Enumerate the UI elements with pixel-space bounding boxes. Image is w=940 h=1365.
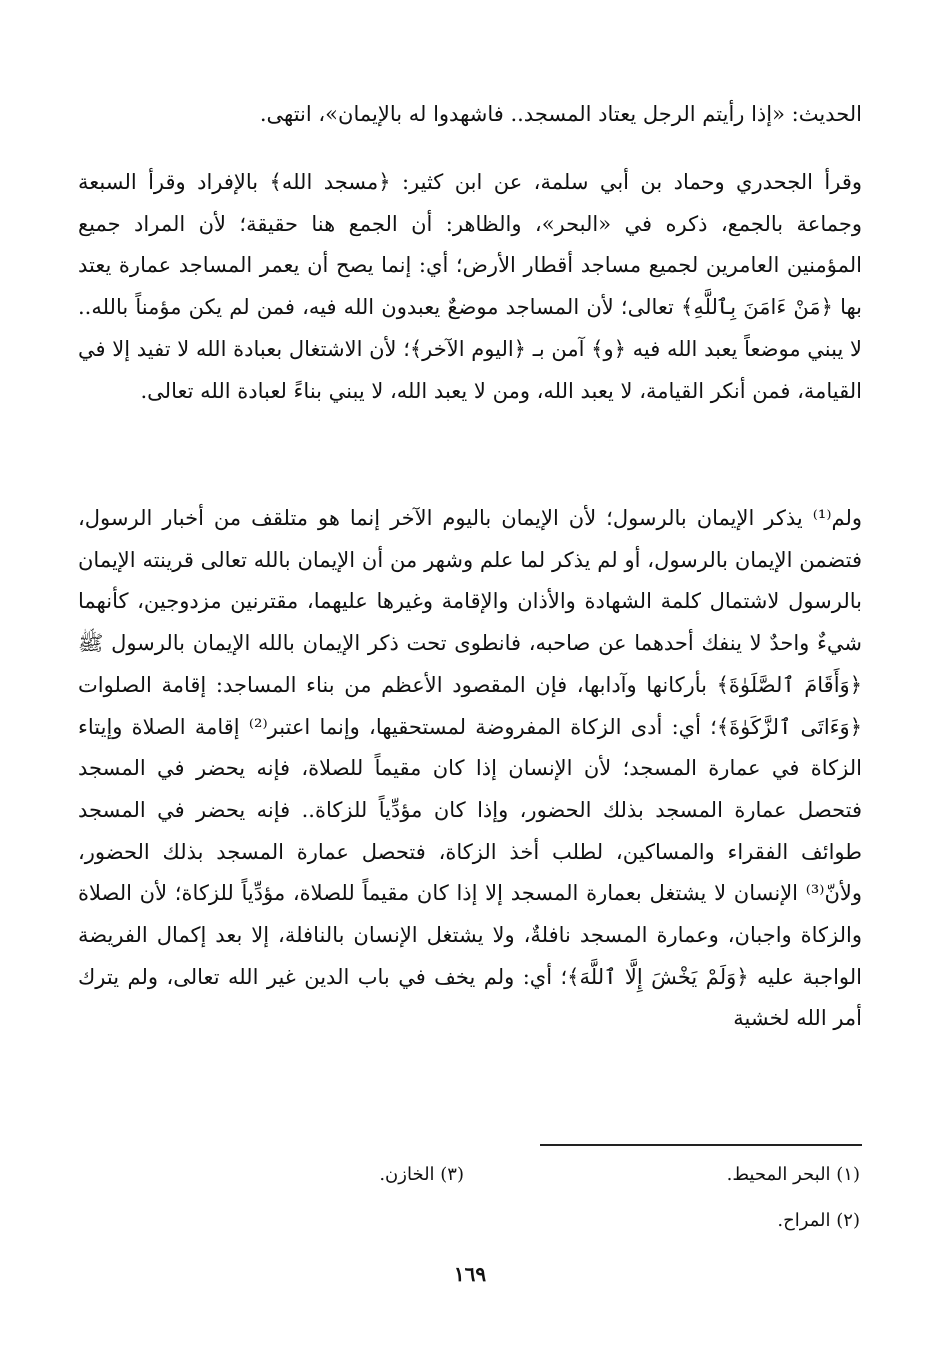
footnote-2: (٢) المراح.: [777, 1210, 860, 1231]
footnote-separator: [540, 1144, 862, 1146]
footnote-1: (١) البحر المحيط.: [726, 1164, 860, 1185]
body-paragraph-3: ولم⁽¹⁾ يذكر الإيمان بالرسول؛ لأن الإيمان باليوم الآخر إنما هو متلقف من أخبار الرسول، فتضمن الإيمان بالرسول، أو لم يذكر لما علم وشهر من أن الإيمان بالله تعالى قرينته الإيمان بالرسول لاشتمال كلمة الشهادة والأذان والإقامة وغيرها عليهما، مقترنين مزدوجين، كأنهما شيءٌ واحدٌ لا ينفك أحدهما عن صاحبه، فانطوى تحت ذكر الإيمان بالله الإيمان بالرسول ﷺ ﴿وَأَقَامَ ٱلصَّلَوٰةَ﴾ بأركانها وآدابها، فإن المقصود الأعظم من بناء المساجد: إقامة الصلوات ﴿وَءَاتَى ٱلزَّكَوٰةَ﴾؛ أي: أدى الزكاة المفروضة لمستحقيها، وإنما اعتبر⁽²⁾ إقامة الصلاة وإيتاء الزكاة في عمارة المسجد؛ لأن الإنسان إذا كان مقيماً للصلاة، فإنه يحضر في المسجد فتحصل عمارة المسجد بذلك الحضور، وإذا كان مؤدِّياً للزكاة.. فإنه يحضر في المسجد طوائف الفقراء والمساكين، لطلب أخذ الزكاة، فتحصل عمارة المسجد بذلك الحضور، ولأنّ⁽³⁾ الإنسان لا يشتغل بعمارة المسجد إلا إذا كان مقيماً للصلاة، مؤدِّياً للزكاة؛ لأن الصلاة والزكاة واجبان، وعمارة المسجد نافلةٌ، ولا يشتغل الإنسان بالنافلة، إلا بعد إكمال الفريضة الواجبة عليه ﴿وَلَمْ يَخْشَ إِلَّا ٱللَّهَ﴾؛ أي: ولم يخف في باب الدين غير الله تعالى، ولم يترك أمر الله لخشية: [78, 506, 863, 1031]
body-paragraph-2: وقرأ الجحدري وحماد بن أبي سلمة، عن ابن كثير: ﴿مسجد الله﴾ بالإفراد وقرأ السبعة وجماعة بالجمع، ذكره في «البحر»، والظاهر: أن الجمع هنا حقيقة؛ لأن المراد جميع المؤمنين العامرين لجميع مساجد أقطار الأرض؛ أي: إنما يصح أن يعمر المساجد عمارة يعتد بها ﴿مَنْ ءَامَنَ بِٱللَّهِ﴾ تعالى؛ لأن المساجد موضعٌ يعبدون الله فيه، فمن لم يكن مؤمناً بالله.. لا يبني موضعاً يعبد الله فيه ﴿و﴾ آمن بـ ﴿اليوم الآخر﴾؛ لأن الاشتغال بعبادة الله لا تفيد إلا في القيامة، فمن أنكر القيامة، لا يعبد الله، ومن لا يعبد الله، لا يبني بناءً لعبادة الله تعالى.: [78, 170, 863, 403]
page-number: ١٦٩: [453, 1262, 487, 1286]
body-paragraph-1: الحديث: «إذا رأيتم الرجل يعتاد المسجد.. فاشهدوا له بالإيمان»، انتهى.: [259, 102, 862, 126]
footnote-3: (٣) الخازن.: [379, 1164, 464, 1185]
